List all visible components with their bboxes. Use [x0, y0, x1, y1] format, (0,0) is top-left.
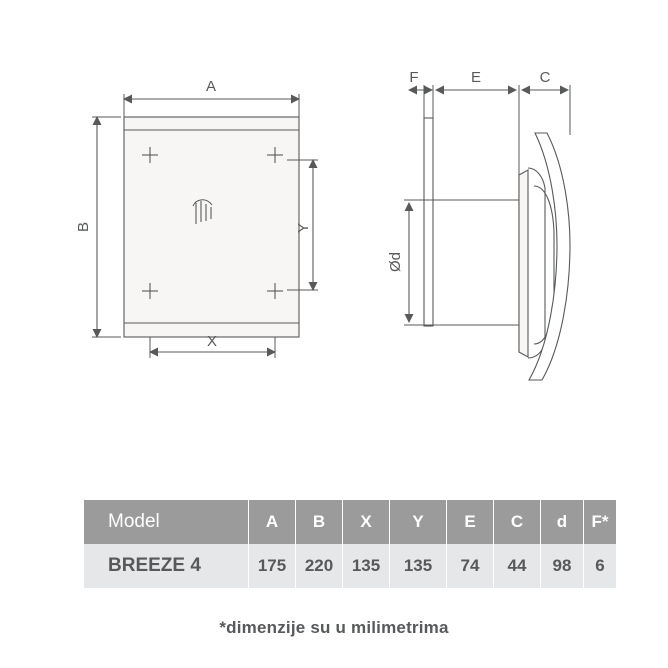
cell-d: 98 [541, 544, 584, 588]
table-header-X: X [343, 500, 390, 544]
table-header-E: E [447, 500, 494, 544]
cell-Y: 135 [390, 544, 447, 588]
units-footnote: *dimenzije su u milimetrima [219, 618, 449, 637]
dimension-label-F: F [409, 69, 419, 86]
dimension-label-A: A [205, 78, 217, 95]
cell-model: BREEZE 4 [84, 544, 249, 588]
dimension-label-B: B [75, 221, 92, 233]
table-header-row [84, 500, 616, 544]
cell-B: 220 [296, 544, 343, 588]
table-header-B: B [296, 500, 343, 544]
cover-inner-profile [528, 168, 545, 358]
table-header-Y: Y [390, 500, 447, 544]
side-view-group [387, 69, 570, 380]
table-header-F: F* [584, 500, 617, 544]
cell-C: 44 [494, 544, 541, 588]
table-header-C: C [494, 500, 541, 544]
cell-A: 175 [249, 544, 296, 588]
table-header-A: A [249, 500, 296, 544]
dimension-label-E: E [470, 69, 482, 86]
cell-E: 74 [447, 544, 494, 588]
specifications-table [84, 500, 616, 588]
cell-F: 6 [584, 544, 617, 588]
cell-X: 135 [343, 544, 390, 588]
dimension-label-C: C [539, 69, 551, 86]
body-edge-block [519, 170, 528, 357]
table-header-model: Model [84, 500, 249, 544]
front-view-group [75, 78, 318, 358]
dimension-label-d: Ød [387, 251, 404, 273]
dimension-label-Y: Y [295, 222, 312, 234]
flange-body [424, 118, 433, 326]
dimension-label-X: X [206, 333, 218, 350]
table-row [84, 544, 616, 588]
table-header-d: d [541, 500, 584, 544]
